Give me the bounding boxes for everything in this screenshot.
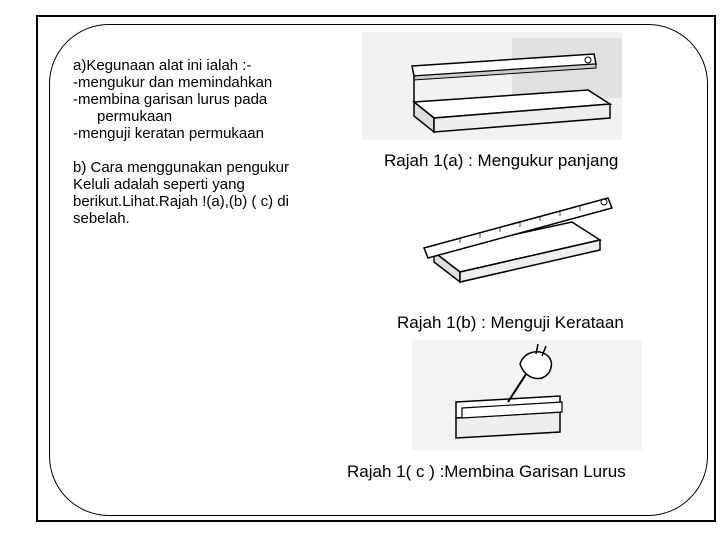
figure-1c-caption: Rajah 1( c ) :Membina Garisan Lurus — [347, 462, 626, 481]
text-line: permukaan — [97, 108, 173, 125]
figure-1b-illustration — [420, 192, 620, 284]
figure-1c-illustration — [412, 340, 642, 450]
text-line: a)Kegunaan alat ini ialah :- — [73, 57, 252, 74]
figure-1a-caption: Rajah 1(a) : Mengukur panjang — [384, 151, 619, 170]
text-line: Keluli adalah seperti yang — [73, 176, 245, 193]
figure-1a-illustration — [362, 32, 622, 140]
text-line: -mengukur dan memindahkan — [73, 74, 273, 91]
figure-1b-caption: Rajah 1(b) : Menguji Kerataan — [397, 313, 624, 332]
text-line: b) Cara menggunakan pengukur — [73, 159, 289, 176]
text-line: berikut.Lihat.Rajah !(a),(b) ( c) di — [73, 193, 289, 210]
text-block — [73, 57, 363, 227]
text-line: -membina garisan lurus pada — [73, 91, 268, 108]
text-line: sebelah. — [73, 210, 130, 227]
text-line: -menguji keratan permukaan — [73, 125, 264, 142]
